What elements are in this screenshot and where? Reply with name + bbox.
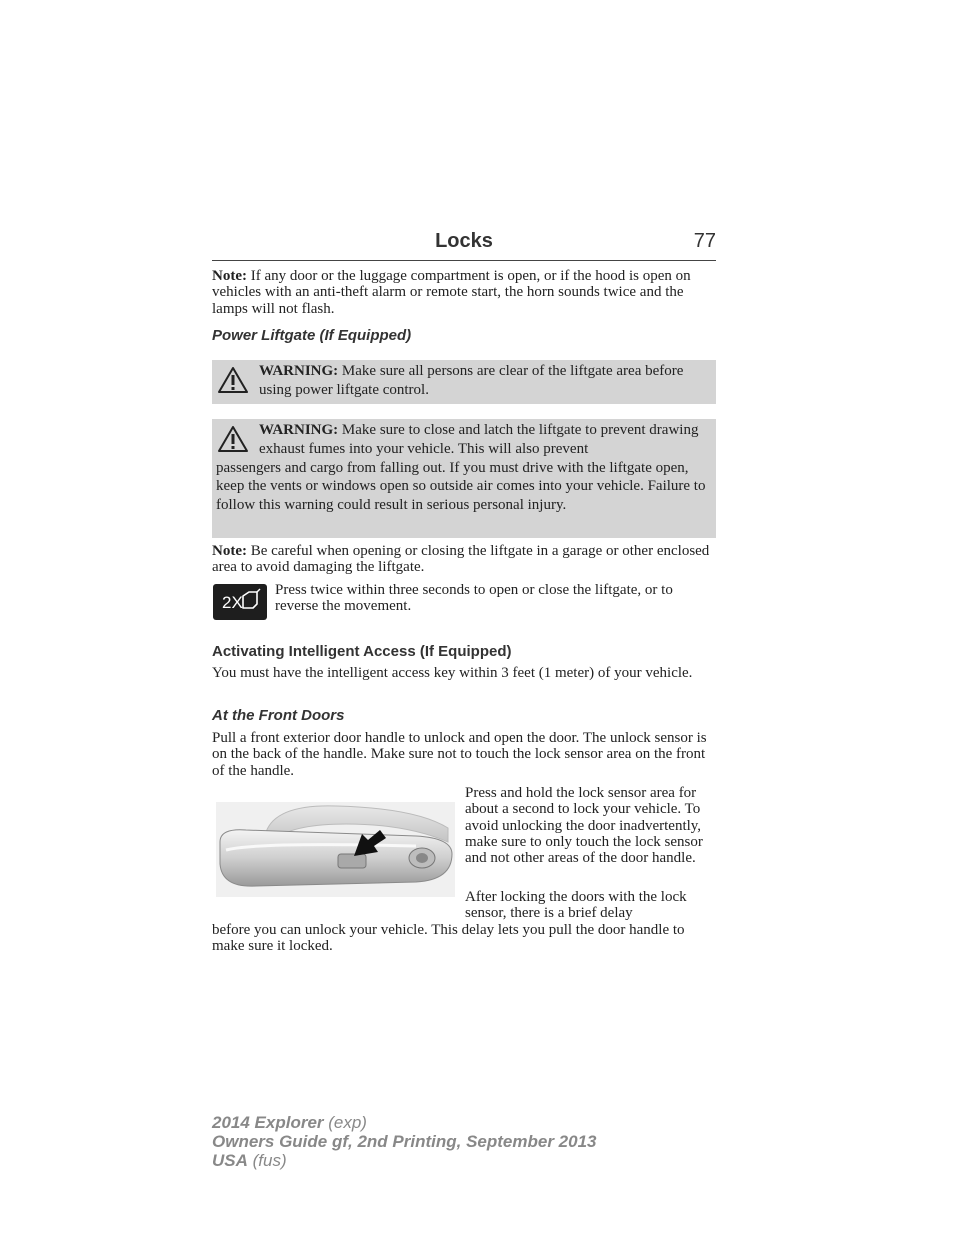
page-footer	[212, 1113, 596, 1170]
front-doors-heading: At the Front Doors	[212, 707, 345, 724]
note-label: Note:	[212, 268, 247, 284]
warning-box-2	[212, 419, 716, 538]
warning-box-1	[212, 360, 716, 404]
footer-model-code: (exp)	[323, 1113, 367, 1132]
intelligent-access-heading: Activating Intelligent Access (If Equipped)	[212, 643, 512, 660]
warning-text: Make sure all persons are clear of the liftgate area before using power liftgate control.	[259, 363, 684, 398]
liftgate-button-text: Press twice within three seconds to open or close the liftgate, or to reverse the movement.	[275, 582, 673, 615]
warning-text-continued: passengers and cargo from falling out. If you must drive with the liftgate open, keep the vents or windows open so outside air comes into your vehicle. Failure to follow this warning could result in serious personal injury.	[216, 459, 706, 514]
footer-model: 2014 Explorer	[212, 1113, 324, 1132]
page-number: 77	[693, 230, 716, 252]
front-doors-para-2: Press and hold the lock sensor area for about a second to lock your vehicle. To avoid unlocking the door inadvertently, make sure to only touch the lock sensor and not other areas of the door handle.	[465, 785, 703, 867]
liftgate-button-icon	[213, 584, 267, 620]
intelligent-access-text: You must have the intelligent access key within 3 feet (1 meter) of your vehicle.	[212, 665, 693, 681]
front-doors-para-3-top: After locking the doors with the lock sensor, there is a brief delay	[465, 889, 687, 922]
note-text: If any door or the luggage compartment is open, or if the hood is open on vehicles with an anti-theft alarm or remote start, the horn sounds twice and the lamps will not flash.	[212, 268, 691, 317]
warning-text: Make sure to close and latch the liftgate to prevent drawing exhaust fumes into your vehicle. This will also prevent	[259, 422, 699, 457]
warning-triangle-icon	[217, 366, 249, 394]
footer-market-code: (fus)	[247, 1151, 287, 1170]
front-doors-para-1: Pull a front exterior door handle to unlock and open the door. The unlock sensor is on the back of the handle. Make sure not to touch the lock sensor area on the front of the handle.	[212, 730, 707, 779]
warning-triangle-icon	[217, 425, 249, 453]
liftgate-2x-label: 2X	[222, 593, 243, 612]
footer-guide: Owners Guide gf, 2nd Printing, September 2013	[212, 1132, 597, 1151]
section-title: Locks	[435, 230, 493, 252]
power-liftgate-heading: Power Liftgate (If Equipped)	[212, 327, 412, 344]
note-label: Note:	[212, 543, 247, 559]
front-doors-para-3-bottom: before you can unlock your vehicle. This delay lets you pull the door handle to make sure it locked.	[212, 922, 685, 955]
page-header	[212, 228, 716, 261]
note-text: Be careful when opening or closing the liftgate in a garage or other enclosed area to avoid damaging the liftgate.	[212, 543, 710, 576]
note-anti-theft	[212, 268, 716, 317]
footer-market: USA	[212, 1151, 248, 1170]
note-garage	[212, 543, 716, 576]
warning-label: WARNING:	[259, 422, 339, 438]
warning-label: WARNING:	[259, 363, 339, 379]
door-handle-image	[216, 802, 455, 897]
